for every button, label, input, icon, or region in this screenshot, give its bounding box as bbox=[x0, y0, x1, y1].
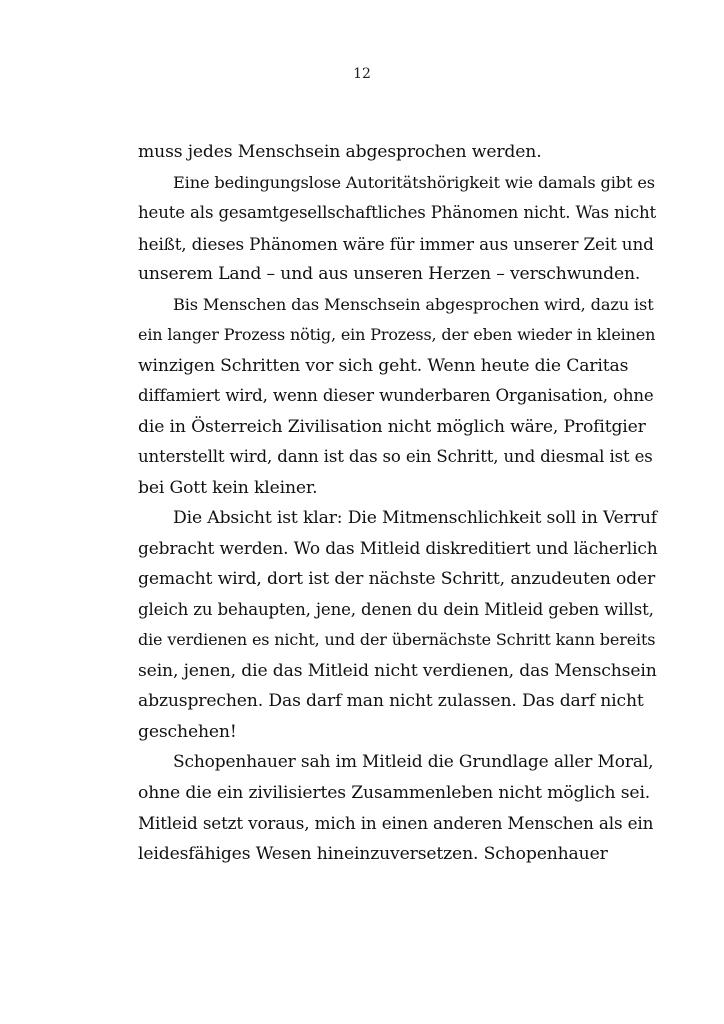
text-line: heißt, dieses Phänomen wäre für immer aus unserer Zeit und bbox=[138, 233, 654, 254]
text-line: unserem Land – und aus unseren Herzen – verschwunden. bbox=[138, 264, 641, 284]
text-line: ohne die ein zivilisiertes Zusammenleben nicht möglich sei. bbox=[138, 782, 651, 803]
text-line: diffamiert wird, wenn dieser wunderbaren Organisation, ohne bbox=[138, 386, 654, 405]
page-number: 12 bbox=[353, 66, 371, 82]
text-line: ein langer Prozess nötig, ein Prozess, der eben wieder in kleinen bbox=[138, 325, 656, 344]
text-line: Bis Menschen das Menschsein abgesprochen wird, dazu ist bbox=[173, 294, 654, 314]
text-line: unterstellt wird, dann ist das so ein Schritt, und diesmal ist es bbox=[138, 447, 653, 466]
text-line: Mitleid setzt voraus, mich in einen anderen Menschen als ein bbox=[138, 813, 654, 833]
text-line: muss jedes Menschsein abgesprochen werden. bbox=[138, 142, 542, 162]
text-line: abzusprechen. Das darf man nicht zulassen. Das darf nicht bbox=[138, 691, 644, 711]
text-line: gebracht werden. Wo das Mitleid diskreditiert und lächerlich bbox=[138, 538, 658, 559]
body-text bbox=[138, 137, 658, 869]
text-line: Eine bedingungslose Autoritätshörigkeit wie damals gibt es bbox=[173, 172, 655, 192]
text-line: Schopenhauer sah im Mitleid die Grundlage aller Moral, bbox=[173, 752, 654, 772]
text-line: die verdienen es nicht, und der übernächste Schritt kann bereits bbox=[138, 630, 656, 649]
text-line: sein, jenen, die das Mitleid nicht verdienen, das Menschsein bbox=[138, 660, 657, 681]
text-line: gemacht wird, dort ist der nächste Schritt, anzudeuten oder bbox=[138, 569, 656, 589]
text-line: die in Österreich Zivilisation nicht möglich wäre, Profitgier bbox=[138, 416, 646, 437]
text-line: leidesfähiges Wesen hineinzuversetzen. Schopenhauer bbox=[138, 843, 608, 864]
text-line: heute als gesamtgesellschaftliches Phänomen nicht. Was nicht bbox=[138, 203, 657, 222]
text-line: gleich zu behaupten, jene, denen du dein Mitleid geben willst, bbox=[138, 599, 654, 619]
text-line: winzigen Schritten vor sich geht. Wenn heute die Caritas bbox=[138, 355, 629, 376]
text-line: Die Absicht ist klar: Die Mitmenschlichkeit soll in Verruf bbox=[173, 508, 657, 528]
text-line: geschehen! bbox=[138, 721, 237, 742]
text-line: bei Gott kein kleiner. bbox=[138, 477, 318, 498]
